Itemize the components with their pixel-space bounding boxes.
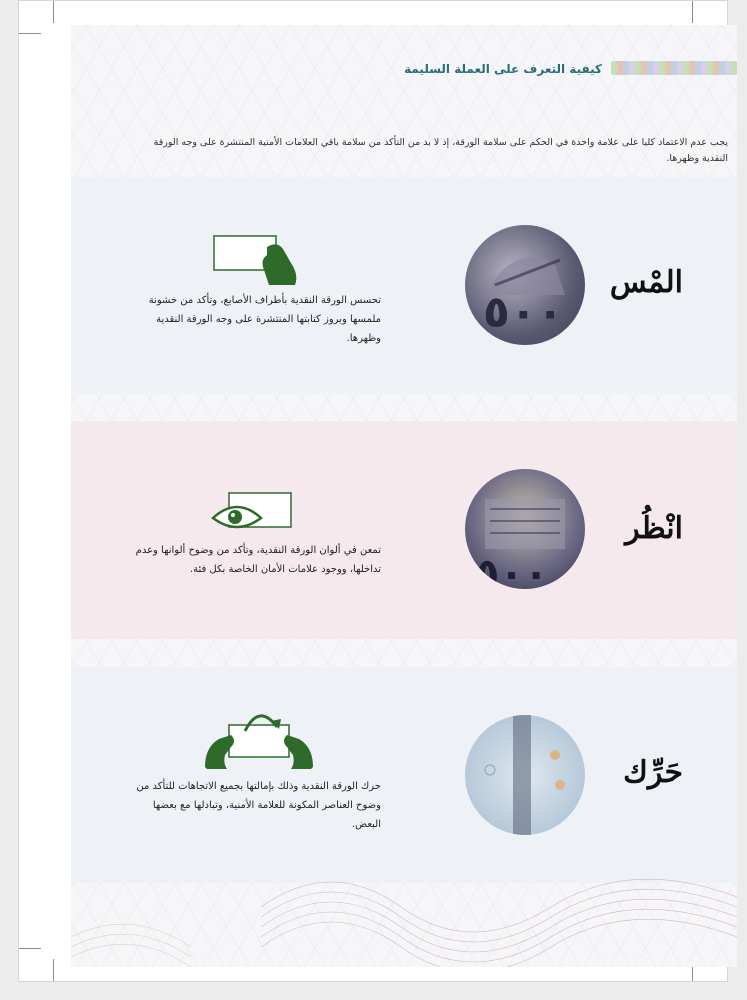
content-area bbox=[71, 25, 737, 967]
crop-mark bbox=[19, 33, 41, 34]
decorative-waves bbox=[71, 867, 737, 967]
section-look bbox=[71, 421, 737, 639]
crop-mark bbox=[53, 1, 54, 23]
section-touch bbox=[71, 177, 737, 393]
crop-mark bbox=[19, 948, 41, 949]
page-title: كيفية التعرف على العملة السليمة bbox=[404, 62, 602, 76]
banknote-closeup-image bbox=[465, 225, 585, 345]
section-description: تمعن في ألوان الورقة النقدية، وتأكد من وضوح ألوانها وعدم تداخلها، ووجود علامات الأمان الخاصة بكل فئة. bbox=[135, 545, 381, 575]
decorative-pattern-band bbox=[611, 61, 737, 75]
section-word: انْظُر bbox=[625, 511, 683, 546]
section-description: تحسس الورقة النقدية بأطراف الأصابع، وتأكد من خشونة ملمسها وبروز كتابتها المنتشرة على وجه الورقة النقدية وظهرها. bbox=[148, 295, 381, 344]
intro-text: يجب عدم الاعتماد كليا على علامة واحدة في الحكم على سلامة الورقة، إذ لا بد من التأكد من سلامة باقي العلامات الأمنية المنتشرة على وجه الورقة النقدية وظهرها. bbox=[153, 137, 728, 164]
image-numeral: ٥٠٠ bbox=[483, 287, 564, 338]
image-numeral: ٥٠٠ bbox=[475, 551, 549, 589]
crop-mark bbox=[692, 1, 693, 23]
document-page bbox=[18, 0, 728, 982]
section-word: حَرِّك bbox=[623, 755, 683, 790]
eye-icon bbox=[211, 491, 295, 535]
hand-touch-icon bbox=[211, 233, 303, 291]
section-move bbox=[71, 667, 737, 883]
banknote-closeup-image bbox=[465, 715, 585, 835]
banknote-closeup-image bbox=[465, 469, 585, 589]
crop-mark bbox=[53, 959, 54, 981]
hands-tilt-icon bbox=[201, 707, 317, 781]
section-description: حرك الورقة النقدية وذلك بإمالتها بجميع الاتجاهات للتأكد من وضوح العناصر المكونة للعلامة الأمنية، وتبادلها مع بعضها البعض. bbox=[136, 781, 381, 830]
section-word: المْس bbox=[609, 265, 683, 300]
